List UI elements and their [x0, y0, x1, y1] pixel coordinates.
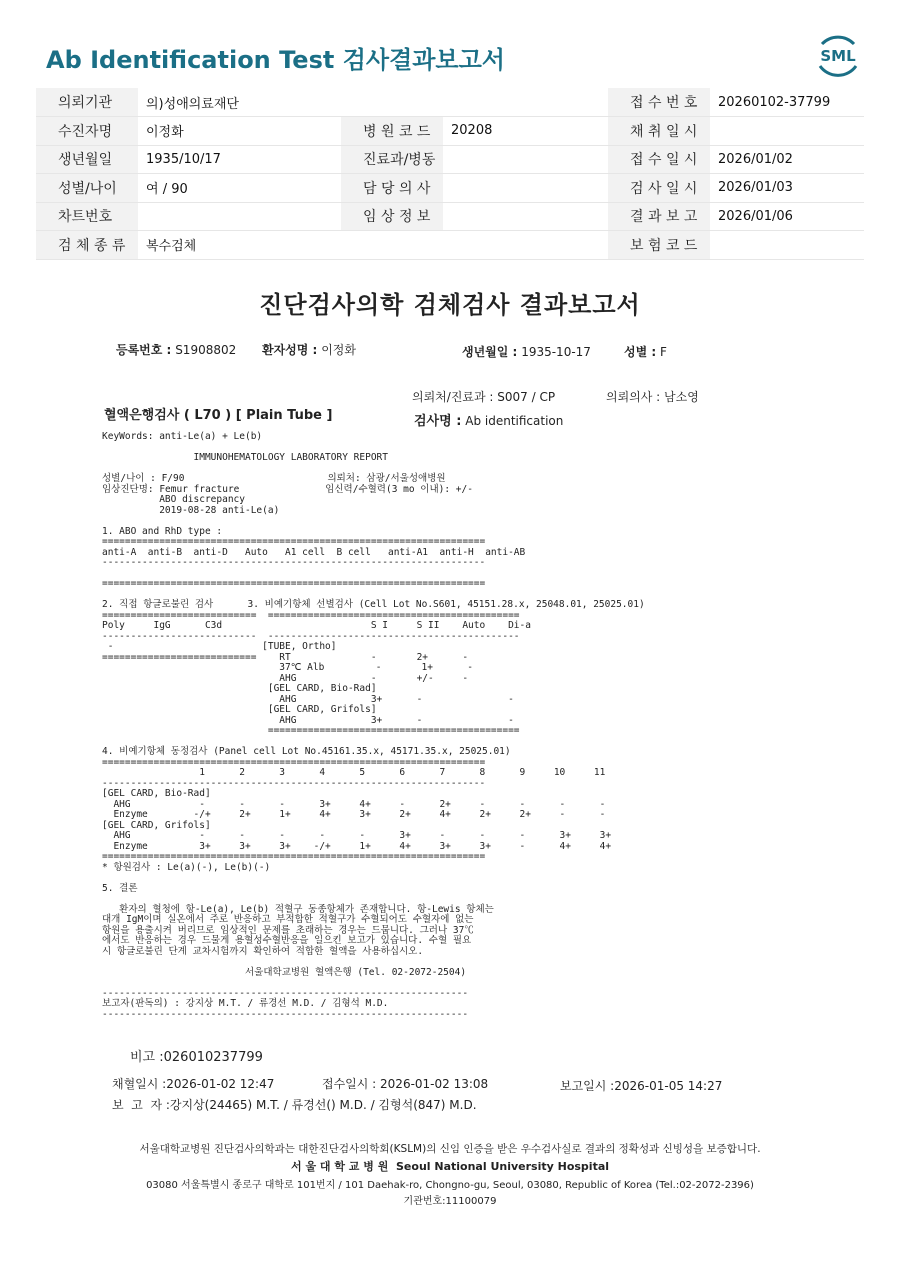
info-label: 차트번호 [36, 202, 138, 231]
report-line: 5. 결론 [102, 882, 138, 894]
info-label: 성별/나이 [36, 174, 138, 203]
report-line: 4. 비예기항체 동정검사 (Panel cell Lot No.45161.35.x, 45171.35.x, 25025.01) [102, 746, 511, 757]
report-line: ---------------------------------------------------------------- [102, 987, 469, 999]
info-row [36, 145, 864, 174]
report-line: anti-A anti-B anti-D Auto A1 cell B cell anti-A1 anti-H anti-AB [102, 546, 526, 558]
reporters: 보 고 자 :강지상(24465) M.T. / 류경선() M.D. / 김형석(847) M.D. [112, 1098, 477, 1112]
patient-info-table [36, 88, 864, 260]
info-label: 의뢰기관 [36, 88, 138, 117]
info-value: 2026/01/03 [710, 174, 864, 203]
hospital-name: 서 울 대 학 교 병 원 Seoul National University Hospital [290, 1160, 610, 1173]
test-name: 검사명 : Ab identification [414, 414, 564, 429]
report-line: =================================================================== [102, 536, 486, 547]
info-value [138, 202, 341, 231]
report-line: [GEL CARD, Bio-Rad] [102, 683, 377, 694]
info-label: 접 수 일 시 [608, 145, 710, 174]
report-header-title: Ab Identification Test 검사결과보고서 [46, 46, 505, 74]
report-line: ------------------------------------------------------------------- [102, 777, 486, 789]
sml-logo [814, 30, 862, 78]
info-value [443, 88, 608, 117]
report-line: 성별/나이 : F/90 의뢰처: 삼광/서울성애병원 [102, 473, 446, 484]
info-label [341, 231, 443, 260]
patient-name: 환자성명 : 이정화 [262, 343, 356, 357]
report-line: =========================== RT - 2+ - [102, 651, 469, 663]
info-value: 2026/01/02 [710, 145, 864, 174]
info-value: 여 / 90 [138, 174, 341, 203]
report-line: =================================================================== [102, 578, 486, 589]
report-line: Enzyme 3+ 3+ 3+ -/+ 1+ 4+ 3+ 3+ - 4+ 4+ [102, 840, 612, 852]
report-line: 환자의 혈청에 항-Le(a), Le(b) 적혈구 동종항체가 존재합니다. 항-Lewis 항체는 [102, 903, 494, 915]
info-label: 결 과 보 고 [608, 202, 710, 231]
info-value: 20208 [443, 117, 608, 146]
logo-text: SML [820, 47, 856, 65]
report-line: AHG 3+ - - [102, 714, 514, 726]
report-line [102, 978, 645, 989]
hospital-address: 03080 서울특별시 종로구 대학로 101번지 / 101 Daehak-ro, Chongno-gu, Seoul, 03080, Republic of Korea (Tel.:02-2072-2396) [146, 1180, 754, 1191]
report-line: =================================================================== [102, 851, 486, 862]
report-line: AHG - +/- - [102, 672, 469, 684]
info-row [36, 174, 864, 203]
report-line: AHG - - - - - 3+ - - - 3+ 3+ [102, 830, 612, 841]
report-line: ============================================ [102, 725, 520, 736]
info-value [443, 145, 608, 174]
info-label: 병 원 코 드 [341, 117, 443, 146]
received-datetime: 접수일시 : 2026-01-02 13:08 [322, 1077, 489, 1091]
report-line: - [TUBE, Ortho] [102, 641, 337, 652]
info-row [36, 88, 864, 117]
info-label: 접 수 번 호 [608, 88, 710, 117]
registration-number: 등록번호 : S1908802 [116, 343, 237, 357]
info-value: 이정화 [138, 117, 341, 146]
report-line: [GEL CARD, Grifols] [102, 704, 377, 715]
report-line: 대개 IgM이며 실온에서 주로 반응하고 부적합한 적혈구가 수혈되어도 수혈자에 없는 [102, 914, 474, 925]
info-row [36, 231, 864, 260]
ordering-doctor: 의뢰의사 : 남소영 [606, 390, 699, 404]
info-label: 생년월일 [36, 145, 138, 174]
report-line: AHG 3+ - - [102, 693, 514, 705]
report-line: 1 2 3 4 5 6 7 8 9 10 11 [102, 767, 606, 778]
report-line: 보고자(판독의) : 강지상 M.T. / 류경선 M.D. / 김형석 M.D. [102, 998, 389, 1009]
info-value [710, 231, 864, 260]
report-line [102, 873, 645, 884]
report-line: 1. ABO and RhD type : [102, 525, 223, 537]
report-line: --------------------------- -------------------------------------------- [102, 630, 520, 642]
report-line: 시 항글로불린 단계 교차시험까지 확인하여 적합한 혈액을 사용하십시오. [102, 945, 424, 957]
info-value [443, 174, 608, 203]
institution-number: 기관번호:11100079 [403, 1196, 497, 1207]
info-label: 담 당 의 사 [341, 174, 443, 203]
report-line: 서울대학교병원 혈액은행 (Tel. 02-2072-2504) [102, 966, 467, 978]
report-line: * 항원검사 : Le(a)(-), Le(b)(-) [102, 861, 271, 873]
report-line: ABO discrepancy [102, 494, 245, 505]
remarks: 비고 :026010237799 [130, 1050, 263, 1065]
info-label: 수진자명 [36, 117, 138, 146]
info-value [443, 231, 608, 260]
info-label: 검 사 일 시 [608, 174, 710, 203]
info-label: 검 체 종 류 [36, 231, 138, 260]
report-line: [GEL CARD, Grifols] [102, 819, 211, 831]
report-line: 에서도 반응하는 경우 드물게 용혈성수혈반응을 일으킨 보고가 있습니다. 수혈 필요 [102, 935, 472, 946]
info-value: 20260102-37799 [710, 88, 864, 117]
report-line [102, 957, 645, 968]
report-line: [GEL CARD, Bio-Rad] [102, 788, 211, 799]
info-row [36, 202, 864, 231]
report-line: =========================== ============================================ [102, 609, 520, 621]
info-value: 2026/01/06 [710, 202, 864, 231]
report-line: IMMUNOHEMATOLOGY LABORATORY REPORT [102, 452, 388, 463]
info-value [443, 202, 608, 231]
sex: 성별 : F [624, 345, 667, 359]
lab-report-body [102, 432, 645, 1020]
collection-datetime: 채혈일시 :2026-01-02 12:47 [112, 1077, 275, 1091]
info-label: 진료과/병동 [341, 145, 443, 174]
info-label: 보 험 코 드 [608, 231, 710, 260]
info-row [36, 117, 864, 146]
info-label [341, 88, 443, 117]
report-line: 2. 직접 항글로불린 검사 3. 비예기항체 선별검사 (Cell Lot No.S601, 45151.28.x, 25048.01, 25025.01) [102, 599, 645, 610]
report-line: 2019-08-28 anti-Le(a) [102, 504, 280, 516]
info-value: 복수검체 [138, 231, 341, 260]
info-value: 1935/10/17 [138, 145, 341, 174]
department-info: 의뢰처/진료과 : S007 / CP [412, 390, 556, 404]
report-line [102, 894, 645, 905]
certification-note: 서울대학교병원 진단검사의학과는 대한진단검사의학회(KSLM)의 신임 인증을 받은 우수검사실로 결과의 정확성과 신빙성을 보증합니다. [139, 1143, 761, 1155]
report-line: KeyWords: anti-Le(a) + Le(b) [102, 431, 263, 442]
report-line: ------------------------------------------------------------------- [102, 557, 486, 568]
report-line [102, 516, 645, 527]
report-line: =================================================================== [102, 756, 486, 768]
info-value: 의)성애의료재단 [138, 88, 341, 117]
report-line: ---------------------------------------------------------------- [102, 1008, 469, 1020]
report-line: Poly IgG C3d S I S II Auto Di-a [102, 620, 531, 631]
reported-datetime: 보고일시 :2026-01-05 14:27 [560, 1079, 723, 1093]
info-value [710, 117, 864, 146]
info-label: 임 상 정 보 [341, 202, 443, 231]
report-line: 항원을 용출시켜 버리므로 임상적인 문제를 초래하는 경우는 드뭅니다. 그러나 37℃ [102, 924, 474, 936]
report-title: 진단검사의학 검체검사 결과보고서 [259, 291, 641, 319]
report-line: Enzyme -/+ 2+ 1+ 4+ 3+ 2+ 4+ 2+ 2+ - - [102, 809, 606, 820]
birth-date: 생년월일 : 1935-10-17 [462, 345, 591, 359]
report-line: AHG - - - 3+ 4+ - 2+ - - - - [102, 798, 606, 810]
report-line: 37℃ Alb - 1+ - [102, 662, 473, 673]
test-category: 혈액은행검사 ( L70 ) [ Plain Tube ] [104, 408, 333, 423]
report-line: 임상진단명: Femur fracture 임신력/수혈력(3 mo 이내): +/- [102, 483, 473, 495]
info-label: 채 취 일 시 [608, 117, 710, 146]
